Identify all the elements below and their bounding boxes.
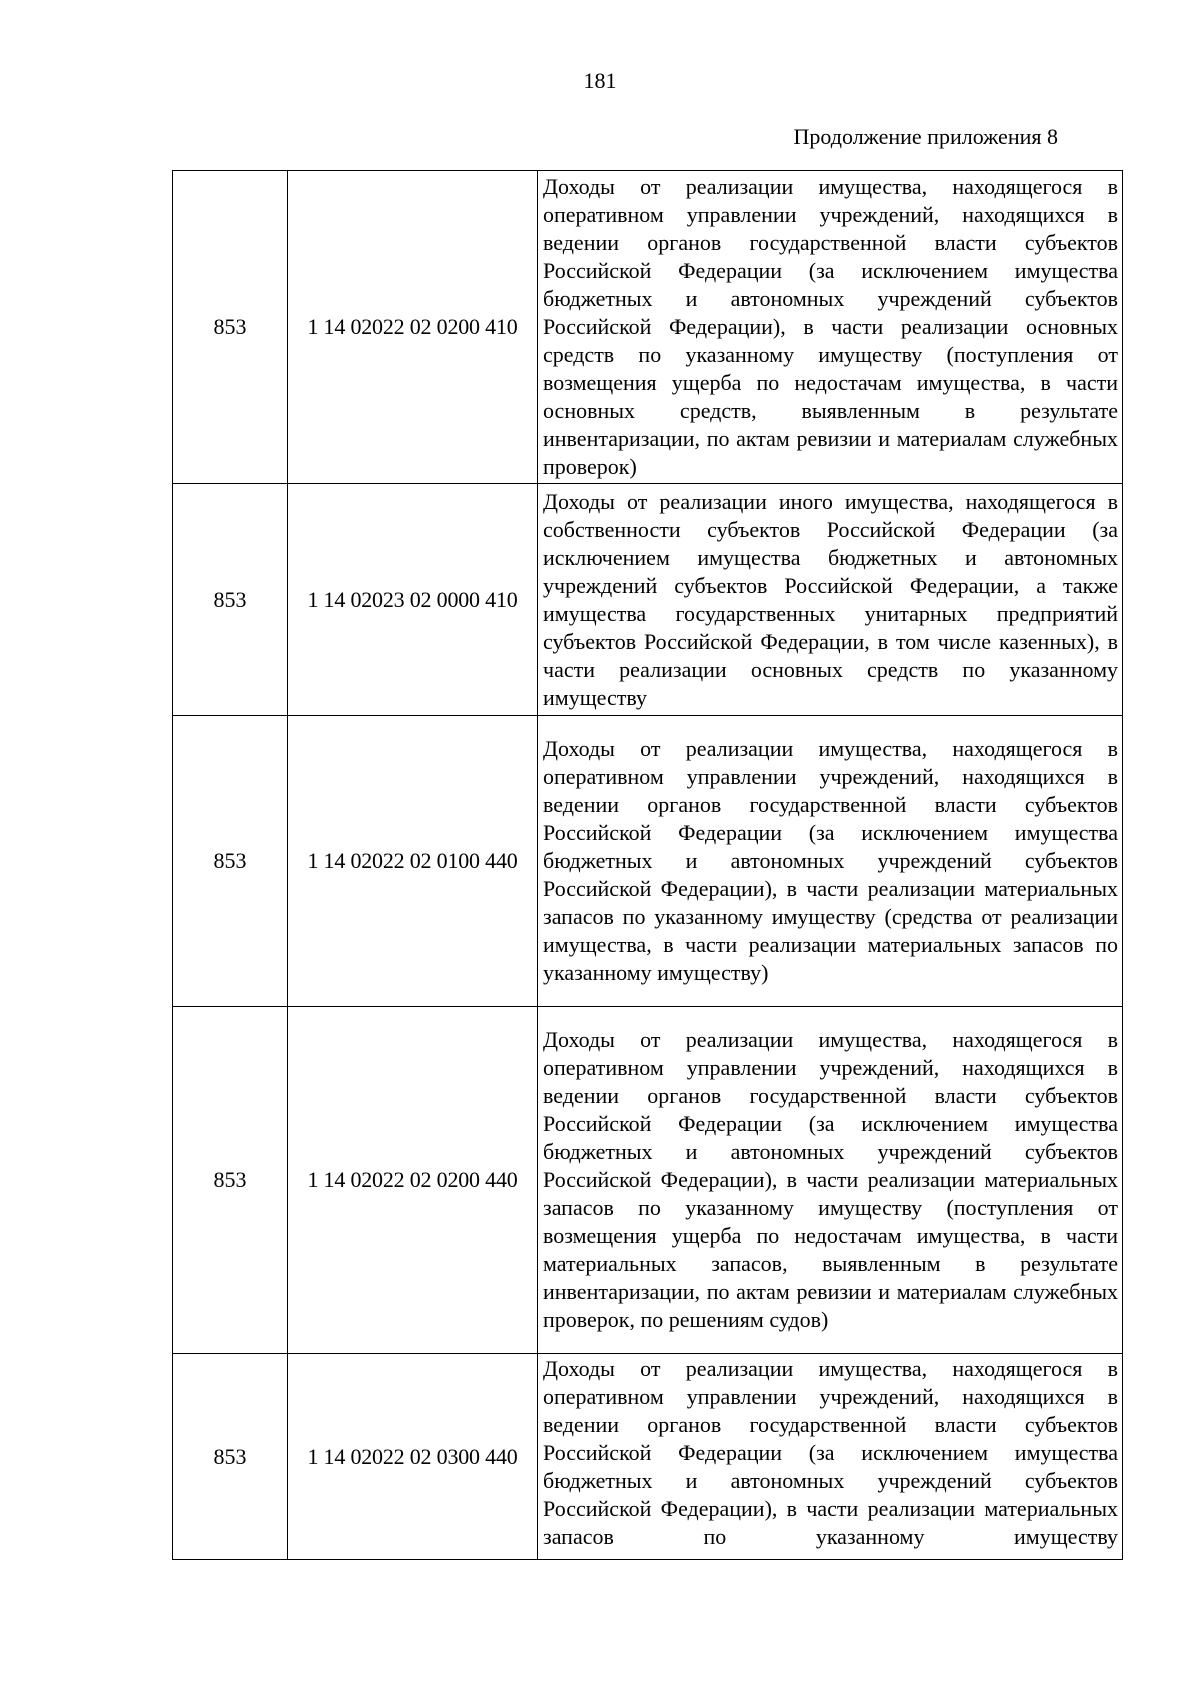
description-cell — [538, 484, 1123, 716]
description-cell — [538, 171, 1123, 484]
income-code-cell: 1 14 02023 02 0000 410 — [288, 484, 538, 716]
income-code-cell: 1 14 02022 02 0100 440 — [288, 716, 538, 1007]
description-text: Доходы от реализации имущества, находящегося в оперативном управлении учреждений, находящихся в ведении органов государственной власти субъектов Российской Федерации (за исключением имущества бюджетных и автономных учреждений субъектов Российской Федерации), в части реализации материальных запасов по указанному имуществу (поступления от возмещения ущерба по недостачам имущества, в части материальных запасов, выявленным в результате инвентаризации, по актам ревизии и материалам служебных проверок, по решениям судов) — [543, 1027, 1118, 1332]
description-text: Доходы от реализации иного имущества, находящегося в собственности субъектов Российской Федерации (за исключением имущества бюджетных и автономных учреждений субъектов Российской Федерации, а также имущества государственных унитарных предприятий субъектов Российской Федерации, в том числе казенных), в части реализации основных средств по указанному имуществу — [543, 488, 1118, 710]
table-row — [173, 716, 1123, 1007]
income-code-cell: 1 14 02022 02 0300 440 — [288, 1354, 538, 1560]
admin-code-cell: 853 — [173, 484, 288, 716]
description-cell — [538, 716, 1123, 1007]
table-row — [173, 171, 1123, 484]
description-text: Доходы от реализации имущества, находящегося в оперативном управлении учреждений, находящихся в ведении органов государственной власти субъектов Российской Федерации (за исключением имущества бюджетных и автономных учреждений субъектов Российской Федерации), в части реализации материальных запасов по указанному имуществу (средства от реализации имущества, в части реализации материальных запасов по указанному имуществу) — [543, 736, 1118, 985]
income-code-cell: 1 14 02022 02 0200 440 — [288, 1007, 538, 1354]
table-row — [173, 1354, 1123, 1560]
budget-codes-table — [172, 170, 1123, 1560]
admin-code-cell: 853 — [173, 1354, 288, 1560]
description-text: Доходы от реализации имущества, находящегося в оперативном управлении учреждений, находящихся в ведении органов государственной власти субъектов Российской Федерации (за исключением имущества бюджетных и автономных учреждений субъектов Российской Федерации), в части реализации основных средств по указанному имуществу (поступления от возмещения ущерба по недостачам имущества, в части основных средств, выявленным в результате инвентаризации, по актам ревизии и материалам служебных проверок) — [543, 174, 1118, 479]
page-number: 181 — [583, 68, 617, 93]
description-cell — [538, 1007, 1123, 1354]
table-row — [173, 484, 1123, 716]
admin-code-cell: 853 — [173, 716, 288, 1007]
table-row — [173, 1007, 1123, 1354]
appendix-continuation-label: Продолжение приложения 8 — [793, 124, 1058, 149]
admin-code-cell: 853 — [173, 171, 288, 484]
description-cell — [538, 1354, 1123, 1560]
admin-code-cell: 853 — [173, 1007, 288, 1354]
income-code-cell: 1 14 02022 02 0200 410 — [288, 171, 538, 484]
description-text: Доходы от реализации имущества, находящегося в оперативном управлении учреждений, находящихся в ведении органов государственной власти субъектов Российской Федерации (за исключением имущества бюджетных и автономных учреждений субъектов Российской Федерации), в части реализации материальных запасов по указанному имуществу — [543, 1356, 1118, 1549]
